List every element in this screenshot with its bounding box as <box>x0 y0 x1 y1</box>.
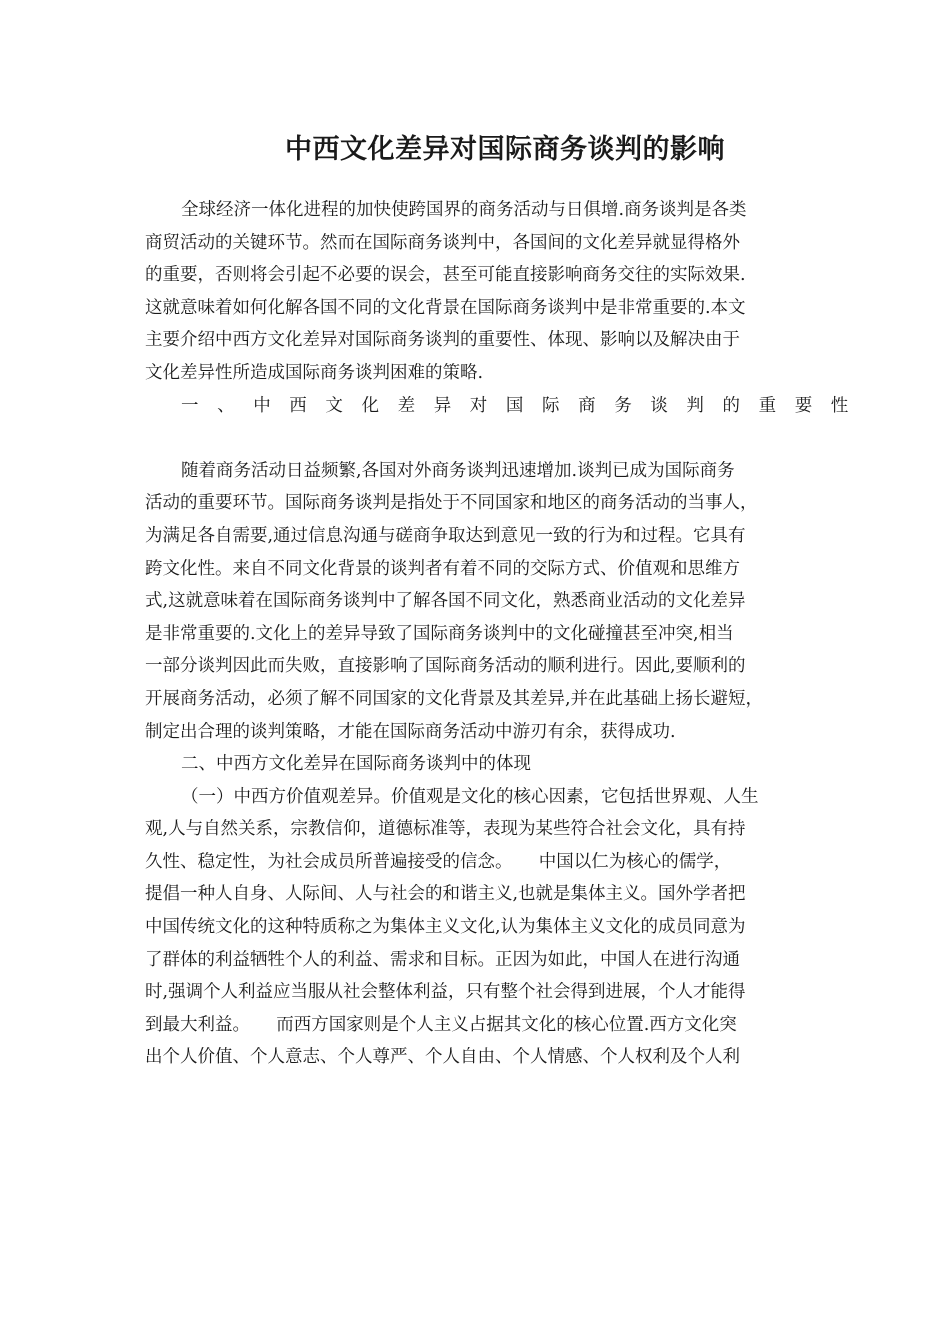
paragraph-line: 商贸活动的关键环节。然而在国际商务谈判中，各国间的文化差异就显得格外 <box>145 232 740 253</box>
blank-line <box>145 422 825 455</box>
paragraph-line: 观,人与自然关系，宗教信仰，道德标准等，表现为某些符合社会文化，具有持 <box>145 819 746 840</box>
section-heading-1: 一、中西文化差异对国际商务谈判的重要性 <box>181 395 867 416</box>
paragraph-line: 为满足各自需要,通过信息沟通与磋商争取达到意见一致的行为和过程。它具有 <box>145 525 746 546</box>
paragraph-line: 制定出合理的谈判策略，才能在国际商务活动中游刃有余，获得成功. <box>145 721 676 742</box>
paragraph-line: 随着商务活动日益频繁,各国对外商务谈判迅速增加.谈判已成为国际商务 <box>181 460 735 481</box>
paragraph-line: 了群体的利益牺牲个人的利益、需求和目标。正因为如此，中国人在进行沟通 <box>145 949 740 970</box>
paragraph-line: 是非常重要的.文化上的差异导致了国际商务谈判中的文化碰撞甚至冲突,相当 <box>145 623 734 644</box>
paragraph-line: 时,强调个人利益应当服从社会整体利益，只有整个社会得到进展，个人才能得 <box>145 982 746 1003</box>
document-title: 中西文化差异对国际商务谈判的影响 <box>285 134 725 165</box>
paragraph-line: 一部分谈判因此而失败，直接影响了国际商务活动的顺利进行。因此,要顺利的 <box>145 656 746 677</box>
paragraph-line: （一）中西方价值观差异。价值观是文化的核心因素，它包括世界观、人生 <box>181 786 759 807</box>
paragraph-line: 活动的重要环节。国际商务谈判是指处于不同国家和地区的商务活动的当事人， <box>145 493 758 514</box>
paragraph-line: 中国传统文化的这种特质称之为集体主义文化,认为集体主义文化的成员同意为 <box>145 917 746 938</box>
paragraph-line: 到最大利益。 而西方国家则是个人主义占据其文化的核心位置.西方文化突 <box>145 1014 737 1035</box>
paragraph-line: 文化差异性所造成国际商务谈判困难的策略. <box>145 362 484 383</box>
section-heading-2: 二、中西方文化差异在国际商务谈判中的体现 <box>181 754 531 775</box>
paragraph-line: 的重要，否则将会引起不必要的误会，甚至可能直接影响商务交往的实际效果. <box>145 265 746 286</box>
document-body <box>145 194 867 1074</box>
paragraph-line: 久性、稳定性，为社会成员所普遍接受的信念。 中国以仁为核心的儒学， <box>145 851 732 872</box>
paragraph-line: 跨文化性。来自不同文化背景的谈判者有着不同的交际方式、价值观和思维方 <box>145 558 740 579</box>
paragraph-line: 全球经济一体化进程的加快使跨国界的商务活动与日俱增.商务谈判是各类 <box>181 200 747 220</box>
paragraph-line: 式,这就意味着在国际商务谈判中了解各国不同文化，熟悉商业活动的文化差异 <box>145 591 746 612</box>
paragraph-line: 开展商务活动，必须了解不同国家的文化背景及其差异,并在此基础上扬长避短， <box>145 688 764 709</box>
paragraph-line: 这就意味着如何化解各国不同的文化背景在国际商务谈判中是非常重要的.本文 <box>145 297 746 318</box>
paragraph-line: 主要介绍中西方文化差异对国际商务谈判的重要性、体现、影响以及解决由于 <box>145 330 740 351</box>
paragraph-line: 提倡一种人自身、人际间、人与社会的和谐主义,也就是集体主义。国外学者把 <box>145 884 746 905</box>
paragraph-line: 出个人价值、个人意志、个人尊严、个人自由、个人情感、个人权利及个人利 <box>145 1047 740 1068</box>
